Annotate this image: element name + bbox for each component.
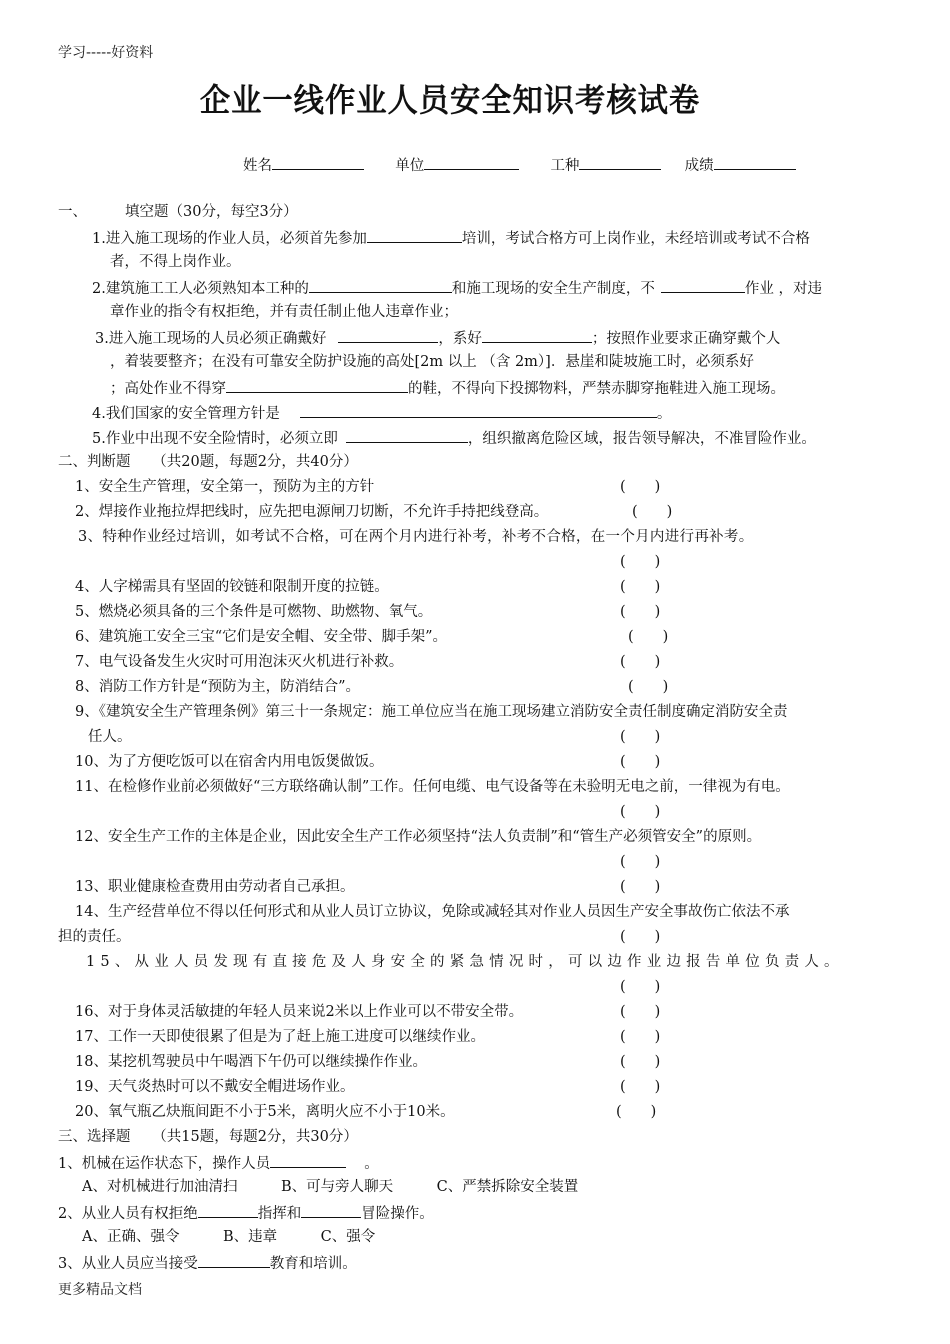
fill-q2-blank2[interactable] bbox=[661, 277, 745, 293]
tf-answer-17[interactable]: ( ) bbox=[620, 1029, 661, 1045]
fill-q2-line1: 2.建筑施工工人必须熟知本工种的 和施工现场的安全生产制度，不 作业 ，对违 bbox=[92, 277, 822, 299]
tf-item-11: 11、在检修作业前必须做好“三方联络确认制”工作。任何电缆、电气设备等在未验明无电之前，一律视为有电。 bbox=[75, 779, 790, 795]
section1-number: 一、 bbox=[58, 204, 87, 220]
tf-item-1: 1、安全生产管理，安全第一，预防为主的方针 bbox=[75, 479, 375, 495]
section2-heading: 二、判断题 （共20题，每题2分，共40分） bbox=[58, 454, 358, 470]
tf-answer-2[interactable]: ( ) bbox=[632, 504, 673, 520]
fill-q3-blank2[interactable] bbox=[482, 327, 592, 343]
fill-q3-blank3[interactable] bbox=[226, 377, 408, 393]
tf-answer-15[interactable]: ( ) bbox=[620, 979, 661, 995]
tf-answer-7[interactable]: ( ) bbox=[620, 654, 661, 670]
mc-q1-blank[interactable] bbox=[270, 1152, 346, 1168]
tf-item-9-cont: 任人。 bbox=[88, 729, 132, 745]
tf-item-14-cont: 担的责任。 bbox=[58, 929, 131, 945]
mc-q3-blank[interactable] bbox=[198, 1252, 270, 1268]
tf-answer-11[interactable]: ( ) bbox=[620, 804, 661, 820]
tf-item-6: 6、建筑施工安全三宝“它们是安全帽、安全带、脚手架”。 bbox=[75, 629, 448, 645]
mc-q2-blank2[interactable] bbox=[301, 1202, 361, 1218]
unit-blank[interactable] bbox=[424, 154, 519, 170]
fill-q3-line2: ，着装要整齐；在没有可靠安全防护设施的高处[2m 以上 （含 2m）]．悬崖和陡坡施工时，必须系好 bbox=[110, 354, 754, 370]
page-footer: 更多精品文档 bbox=[58, 1282, 142, 1298]
tf-answer-6[interactable]: ( ) bbox=[628, 629, 669, 645]
tf-item-20: 20、氧气瓶乙炔瓶间距不小于5米，离明火应不小于10米。 bbox=[75, 1104, 455, 1120]
tf-item-13: 13、职业健康检查费用由劳动者自己承担。 bbox=[75, 879, 355, 895]
mc-q1-options: A、对机械进行加油清扫 B、可与旁人聊天 C、严禁拆除安全装置 bbox=[82, 1179, 579, 1195]
fill-q3-line3: ；高处作业不得穿 的鞋，不得向下投掷物料，严禁赤脚穿拖鞋进入施工现场。 bbox=[110, 377, 785, 399]
job-label: 工种 bbox=[550, 158, 580, 174]
name-blank[interactable] bbox=[272, 154, 364, 170]
section1-heading bbox=[58, 202, 298, 222]
job-blank[interactable] bbox=[579, 154, 661, 170]
tf-item-15: 15、从业人员发现有直接危及人身安全的紧急情况时，可以边作业边报告单位负责人。 bbox=[86, 954, 844, 970]
tf-answer-13[interactable]: ( ) bbox=[620, 879, 661, 895]
fill-q5: 5.作业中出现不安全险情时，必须立即 ，组织撤离危险区域，报告领导解决，不准冒险作业。 bbox=[92, 427, 816, 449]
tf-answer-8[interactable]: ( ) bbox=[628, 679, 669, 695]
fill-q1-line1: 1.进入施工现场的作业人员，必须首先参加 培训，考试合格方可上岗作业，未经培训或考试不合格 bbox=[92, 227, 810, 249]
fill-q5-blank[interactable] bbox=[346, 427, 468, 443]
name-label: 姓名 bbox=[243, 158, 272, 174]
mc-q3-stem: 3、从业人员应当接受 教育和培训。 bbox=[58, 1252, 357, 1274]
section3-heading: 三、选择题 （共15题，每题2分，共30分） bbox=[58, 1129, 358, 1145]
tf-answer-18[interactable]: ( ) bbox=[620, 1054, 661, 1070]
page-header: 学习-----好资料 bbox=[58, 45, 154, 61]
mc-q2-options: A、正确、强令 B、违章 C、强令 bbox=[82, 1229, 376, 1245]
tf-answer-12[interactable]: ( ) bbox=[620, 854, 661, 870]
tf-item-9: 9、《建筑安全生产管理条例》第三十一条规定：施工单位应当在施工现场建立消防安全责任制度确定消防安全责 bbox=[75, 704, 788, 720]
tf-answer-1[interactable]: ( ) bbox=[620, 479, 661, 495]
tf-answer-3[interactable]: ( ) bbox=[620, 554, 661, 570]
mc-q2-stem: 2、从业人员有权拒绝 指挥和 冒险操作。 bbox=[58, 1202, 434, 1224]
tf-answer-19[interactable]: ( ) bbox=[620, 1079, 661, 1095]
section1-title: 填空题（30分，每空3分） bbox=[125, 204, 298, 220]
tf-item-12: 12、安全生产工作的主体是企业，因此安全生产工作必须坚持“法人负责制”和“管生产必须管安全”的原则。 bbox=[75, 829, 762, 845]
tf-item-8: 8、消防工作方针是“预防为主，防消结合”。 bbox=[75, 679, 361, 695]
tf-item-7: 7、电气设备发生火灾时可用泡沫灭火机进行补救。 bbox=[75, 654, 404, 670]
fill-q2-line2: 章作业的指令有权拒绝，并有责任制止他人违章作业； bbox=[110, 304, 458, 320]
fill-q4: 4.我们国家的安全管理方针是 。 bbox=[92, 402, 671, 424]
mc-q1-stem: 1、机械在运作状态下，操作人员 。 bbox=[58, 1152, 379, 1174]
mc-q2-blank1[interactable] bbox=[198, 1202, 258, 1218]
fill-q1-line2: 者，不得上岗作业。 bbox=[110, 254, 241, 270]
tf-item-10: 10、为了方便吃饭可以在宿舍内用电饭煲做饭。 bbox=[75, 754, 384, 770]
tf-answer-20[interactable]: ( ) bbox=[616, 1104, 657, 1120]
score-blank[interactable] bbox=[714, 154, 796, 170]
tf-answer-14[interactable]: ( ) bbox=[620, 929, 661, 945]
tf-item-4: 4、人字梯需具有坚固的铰链和限制开度的拉链。 bbox=[75, 579, 389, 595]
tf-item-3: 3、特种作业经过培训，如考试不合格，可在两个月内进行补考，补考不合格，在一个月内进行再补考。 bbox=[78, 529, 754, 545]
info-fields bbox=[243, 154, 796, 176]
tf-answer-4[interactable]: ( ) bbox=[620, 579, 661, 595]
tf-answer-9[interactable]: ( ) bbox=[620, 729, 661, 745]
tf-item-18: 18、某挖机驾驶员中午喝酒下午仍可以继续操作作业。 bbox=[75, 1054, 427, 1070]
score-label: 成绩 bbox=[684, 158, 714, 174]
unit-label: 单位 bbox=[395, 158, 425, 174]
tf-answer-5[interactable]: ( ) bbox=[620, 604, 661, 620]
tf-item-5: 5、燃烧必须具备的三个条件是可燃物、助燃物、氧气。 bbox=[75, 604, 433, 620]
tf-answer-16[interactable]: ( ) bbox=[620, 1004, 661, 1020]
tf-item-16: 16、对于身体灵活敏捷的年轻人员来说2米以上作业可以不带安全带。 bbox=[75, 1004, 524, 1020]
fill-q3-line1: 3.进入施工现场的人员必须正确戴好 ，系好 ；按照作业要求正确穿戴个人 bbox=[95, 327, 780, 349]
fill-q3-blank1[interactable] bbox=[338, 327, 438, 343]
tf-answer-10[interactable]: ( ) bbox=[620, 754, 661, 770]
fill-q1-blank[interactable] bbox=[367, 227, 462, 243]
tf-item-2: 2、焊接作业拖拉焊把线时，应先把电源闸刀切断，不允许手持把线登高。 bbox=[75, 504, 549, 520]
fill-q4-blank[interactable] bbox=[300, 402, 657, 418]
fill-q2-blank1[interactable] bbox=[309, 277, 452, 293]
exam-title: 企业一线作业人员安全知识考核试卷 bbox=[199, 81, 701, 119]
tf-item-17: 17、工作一天即使很累了但是为了赶上施工进度可以继续作业。 bbox=[75, 1029, 485, 1045]
tf-item-14: 14、生产经营单位不得以任何形式和从业人员订立协议，免除或减轻其对作业人员因生产安全事故伤亡依法不承 bbox=[75, 904, 790, 920]
tf-item-19: 19、天气炎热时可以不戴安全帽进场作业。 bbox=[75, 1079, 355, 1095]
